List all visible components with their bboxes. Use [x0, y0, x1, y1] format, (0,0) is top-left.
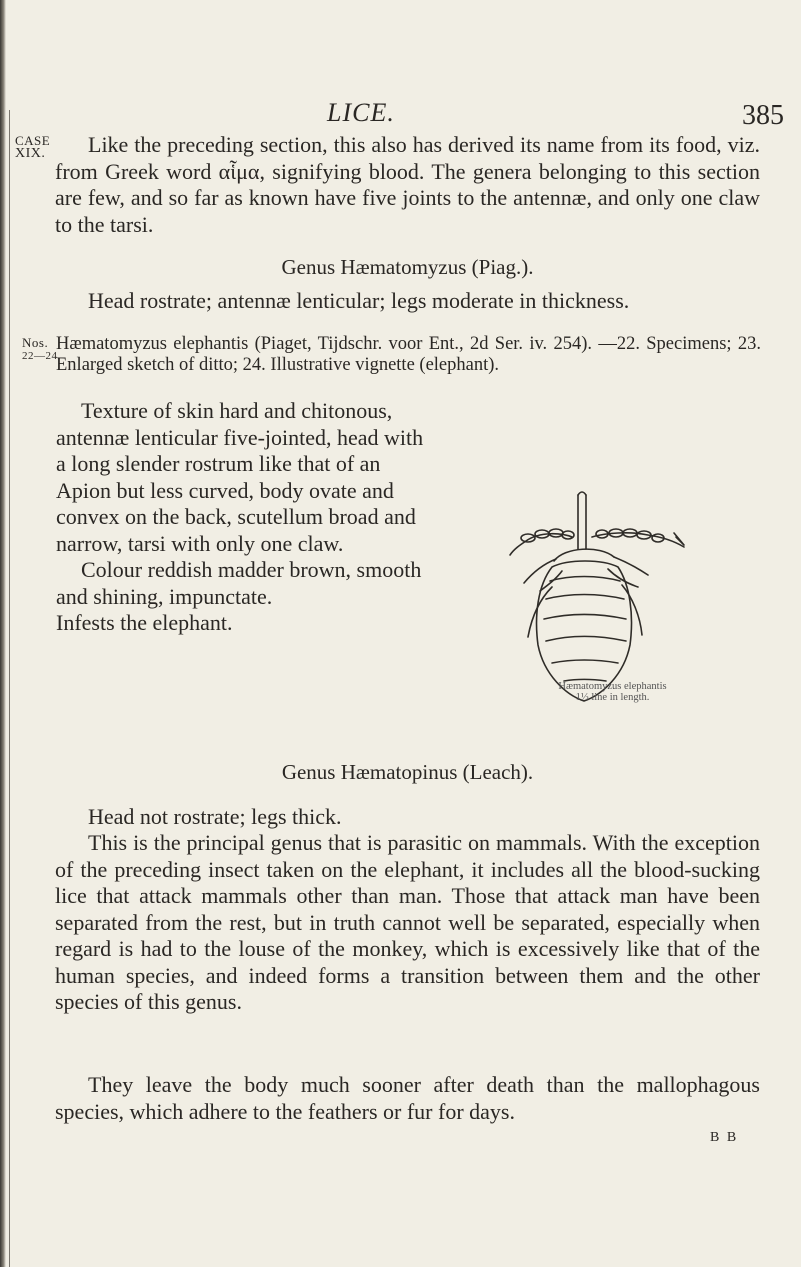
description-line: Infests the elephant.: [56, 610, 233, 635]
description-line: antennæ lenticular five-jointed, head with: [56, 424, 424, 450]
louse-illustration-icon: [490, 475, 730, 705]
description-line: a long slender rostrum like that of an: [56, 451, 381, 476]
intro-paragraph: Like the preceding section, this also has derived its name from its food, viz. from Greek word αἷμα, signifying blood. The genera belonging to this section are few, and so far as known have five joints to the antennæ, and only one claw to the tarsi.: [55, 132, 760, 237]
page-number: 385: [742, 100, 784, 131]
genus-2-heading: Genus Hæmatopinus (Leach).: [281, 760, 534, 784]
description-line: convex on the back, scutellum broad and: [56, 504, 416, 529]
description-line: Texture of skin hard and chitonous,: [81, 398, 393, 423]
case-number: XIX.: [15, 146, 46, 161]
genus-1-heading: Genus Hæmatomyzus (Piag.).: [281, 255, 534, 279]
description-line: narrow, tarsi with only one claw.: [56, 530, 344, 556]
nos-range: 22—24.: [22, 350, 61, 362]
nos-label: Nos.: [22, 335, 49, 350]
figure-caption-line-1: Hæmatomyzus elephantis: [558, 681, 667, 692]
species-description: [56, 398, 466, 637]
description-line: Apion but less curved, body ovate and: [56, 477, 394, 503]
description-line: Colour reddish madder brown, smooth: [81, 557, 422, 582]
genus-2-paragraph-1: This is the principal genus that is parasitic on mammals. With the exception of the preceding insect taken on the elephant, it includes all the blood-sucking lice that attack mammals other than man. Those that attack man have been separated from the rest, but in truth cannot well be separated, especially when regard is had to the louse of the monkey, which is excessively like that of the human species, and indeed forms a transition between them and the other species of this genus.: [55, 830, 760, 1014]
genus-2-paragraph-2: They leave the body much sooner after death than the mallophagous species, which adhere to the feathers or fur for days.: [55, 1072, 760, 1124]
specimen-entry: Hæmatomyzus elephantis (Piaget, Tijdschr. voor Ent., 2d Ser. iv. 254). —22. Specimens; 23. Enlarged sketch of ditto; 24. Illustrative vignette (elephant).: [56, 334, 761, 375]
genus-1-diagnosis: Head rostrate; antennæ lenticular; legs moderate in thickness.: [88, 288, 630, 313]
margin-rule: [9, 110, 10, 1267]
signature-mark: B B: [710, 1130, 739, 1145]
page-edge-shadow: [0, 0, 6, 1267]
genus-2-diagnosis: Head not rostrate; legs thick.: [88, 804, 342, 829]
figure-caption-line-2: 1½ line in length.: [575, 692, 650, 703]
description-line: and shining, impunctate.: [56, 583, 273, 609]
running-title: LICE.: [327, 98, 395, 127]
louse-figure: [490, 475, 730, 780]
case-label: CASE: [15, 133, 51, 148]
